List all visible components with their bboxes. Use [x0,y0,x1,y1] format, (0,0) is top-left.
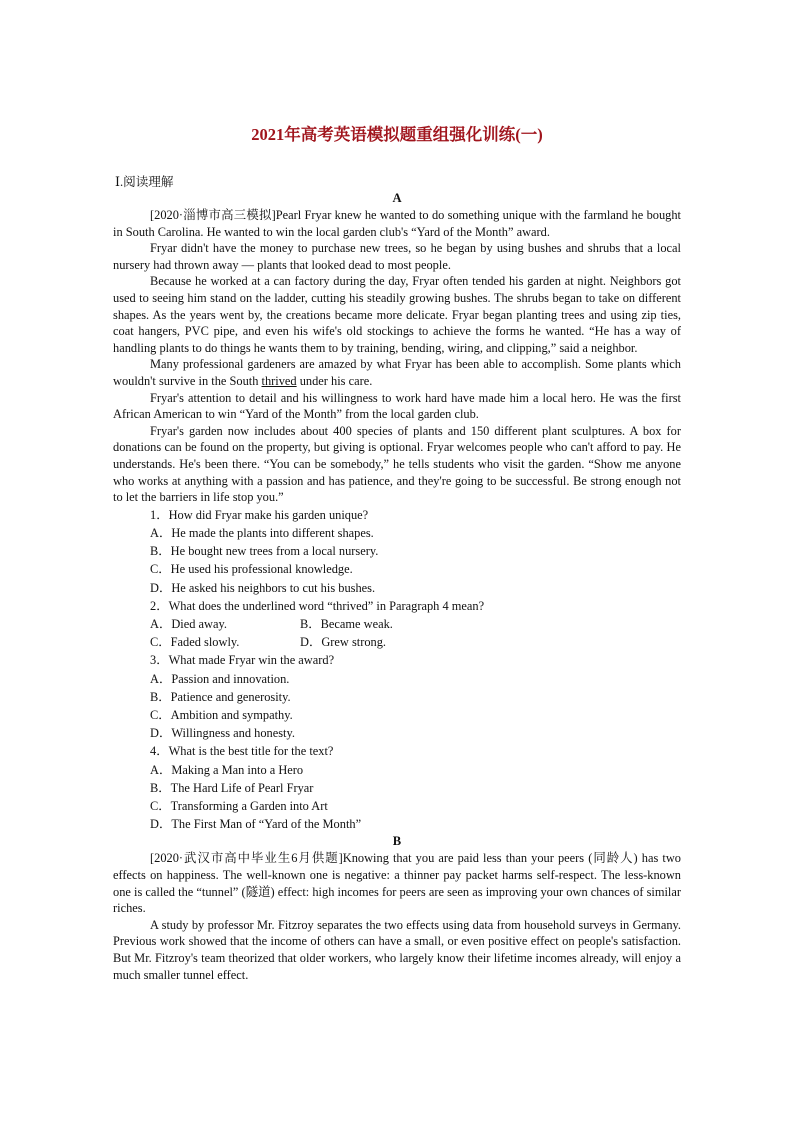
passage-a-paragraph-6: Fryar's garden now includes about 400 species of plants and 150 different plant sculptures. A box for donations can be found on the property, but giving is optional. Fryar welcomes people who can't afford to pay. He understands. He's been there. “You can be somebody,” he tells students who visit the garden. “Show me anyone who works at anything with a passion and has patience, and they're going to be successful. Be strong enough not to let the barriers in life stop you.” [113,423,681,505]
passage-a-paragraph-2: Fryar didn't have the money to purchase new trees, so he began by using bushes and shrubs that a local nursery had thrown away — plants that looked dead to most people. [113,241,681,272]
q3-option-d: D．Willingness and honesty. [150,726,295,741]
document-title: 2021年高考英语模拟题重组强化训练(一) [251,125,543,144]
q3-option-a: A．Passion and innovation. [150,671,290,686]
q4-option-d: D．The First Man of “Yard of the Month” [150,817,362,832]
q3-option-c: C．Ambition and sympathy. [150,707,293,722]
passage-b-paragraph-1 [113,850,681,916]
q2-option-c: C．Faded slowly. [150,635,240,650]
q1-option-c: C．He used his professional knowledge. [150,562,353,577]
q2-options-row-2 [113,633,681,651]
passage-a-paragraph-3: Because he worked at a can factory during the day, Fryar often tended his garden at night. Neighbors got used to seeing him stand on the ladder, cutting his steadily growing bushes. The shrubs began to take on different shapes. As the years went by, the creations became more delicate. Fryar began planting trees and using zip ties, coat hangers, PVC pipe, and even his wife's old stockings to achieve the forms he wanted. “He has a way of handling plants to do things he wants them to by training, bending, wiring, and clipping,” said a neighbor. [113,274,681,355]
q1-option-b: B．He bought new trees from a local nursery. [150,544,379,559]
passage-a-paragraph-1 [113,207,681,240]
question-4: 4．What is the best title for the text? [150,744,334,759]
passage-a-source: [2020·淄博市高三模拟] [150,208,276,222]
content [113,190,681,983]
q4-option-c: C．Transforming a Garden into Art [150,798,328,813]
question-1: 1．How did Fryar make his garden unique? [150,507,369,522]
underlined-word-thrived: thrived [261,373,297,388]
q2-option-b: B．Became weak. [300,616,393,631]
q4-option-a: A．Making a Man into a Hero [150,762,304,777]
q2-options-row-1 [113,615,681,633]
q3-option-b: B．Patience and generosity. [150,689,291,704]
section-label: Ⅰ.阅读理解 [115,175,174,189]
question-2: 2．What does the underlined word “thrived” in Paragraph 4 mean? [150,598,485,613]
passage-a-p1-text: Pearl Fryar knew he wanted to do something unique with the farmland he bought in South Carolina. He wanted to win the local garden club's “Yard of the Month” award. [113,208,681,239]
passage-a-paragraph-5: Fryar's attention to detail and his willingness to work hard have made him a local hero. He was the first African American to win “Yard of the Month” from the local garden club. [113,390,681,422]
q4-option-b: B．The Hard Life of Pearl Fryar [150,780,314,795]
passage-b-heading: B [392,834,402,849]
q2-option-a: A．Died away. [150,616,227,631]
passage-b-paragraph-2: A study by professor Mr. Fitzroy separates the two effects using data from household surveys in Germany. Previous work showed that the income of others can have a small, or even positive effect on people's satisfaction. But Mr. Fitzroy's team theorized that older workers, who largely know their lifetime incomes already, will enjoy a much smaller tunnel effect. [113,917,681,982]
question-3: 3．What made Fryar win the award? [150,653,335,668]
q1-option-a: A．He made the plants into different shapes. [150,525,374,540]
passage-a-paragraph-4 [113,356,681,389]
passage-b-source: [2020·武汉市高中毕业生6月供题] [150,851,343,866]
q1-option-d: D．He asked his neighbors to cut his bushes. [150,580,376,595]
passage-a-heading: A [392,191,402,205]
p4-before: Many professional gardeners are amazed by what Fryar has been able to accomplish. Some plants which wouldn't survive in the South [113,357,681,388]
q2-option-d: D．Grew strong. [300,635,387,650]
passage-b-p1-text: Knowing that you are paid less than your peers (同龄人) has two effects on happiness. The well-known one is negative: a thinner pay packet harms self-respect. The less-known one is called the “tunnel” (隧道) effect: high incomes for peers are seen as improving your own chances of similar riches. [113,851,682,916]
p4-after: under his care. [296,373,373,388]
